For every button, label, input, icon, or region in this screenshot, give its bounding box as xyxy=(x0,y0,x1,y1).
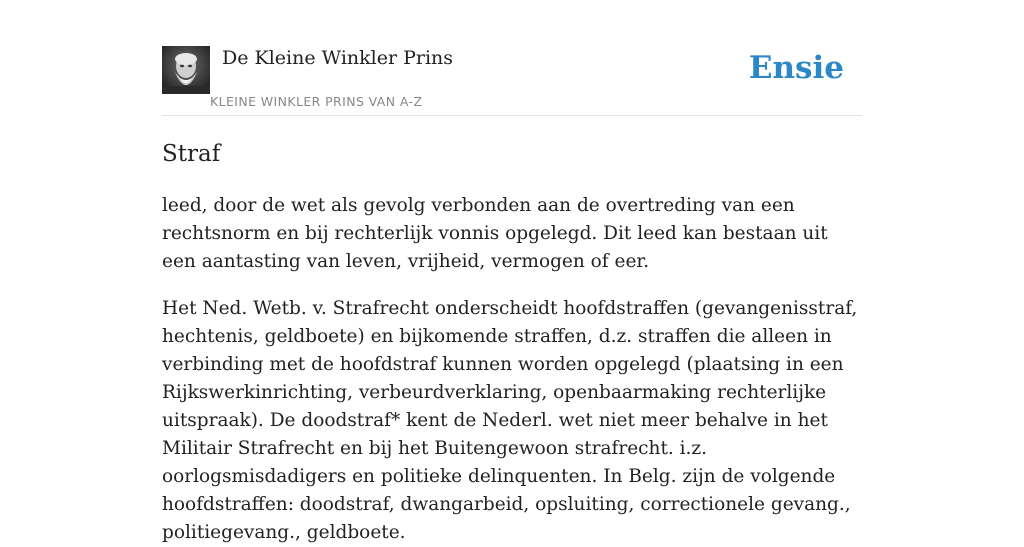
source-header xyxy=(162,44,862,116)
article xyxy=(162,138,862,547)
source-title[interactable]: De Kleine Winkler Prins xyxy=(222,47,454,69)
source-subtitle[interactable]: KLEINE WINKLER PRINS VAN A-Z xyxy=(210,94,423,109)
article-paragraph: Het Ned. Wetb. v. Strafrecht onderscheidt hoofdstraffen (gevangenisstraf, hechtenis, geldboete) en bijkomende straffen, d.z. straffen die alleen in verbinding met de hoofdstraf kunnen worden opgelegd (plaatsing in een Rijkswerkinrichting, verbeurdverklaring, openbaarmaking rechterlijke uitspraak). De doodstraf* kent de Nederl. wet niet meer behalve in het Militair Strafrecht en bij het Buitengewoon strafrecht. i.z. oorlogsmisdadigers en politieke delinquenten. In Belg. zijn de volgende hoofdstraffen: doodstraf, dwangarbeid, opsluiting, correctionele gevang., politiegevang., geldboete. xyxy=(162,298,858,543)
author-portrait-icon xyxy=(162,46,210,94)
article-paragraph: leed, door de wet als gevolg verbonden aan de overtreding van een rechtsnorm en bij rechterlijk vonnis opgelegd. Dit leed kan bestaan uit een aantasting van leven, vrijheid, vermogen of eer. xyxy=(162,195,828,272)
author-avatar[interactable] xyxy=(162,46,210,94)
article-title: Straf xyxy=(162,141,221,167)
ensie-logo-link[interactable]: Ensie xyxy=(748,50,844,86)
